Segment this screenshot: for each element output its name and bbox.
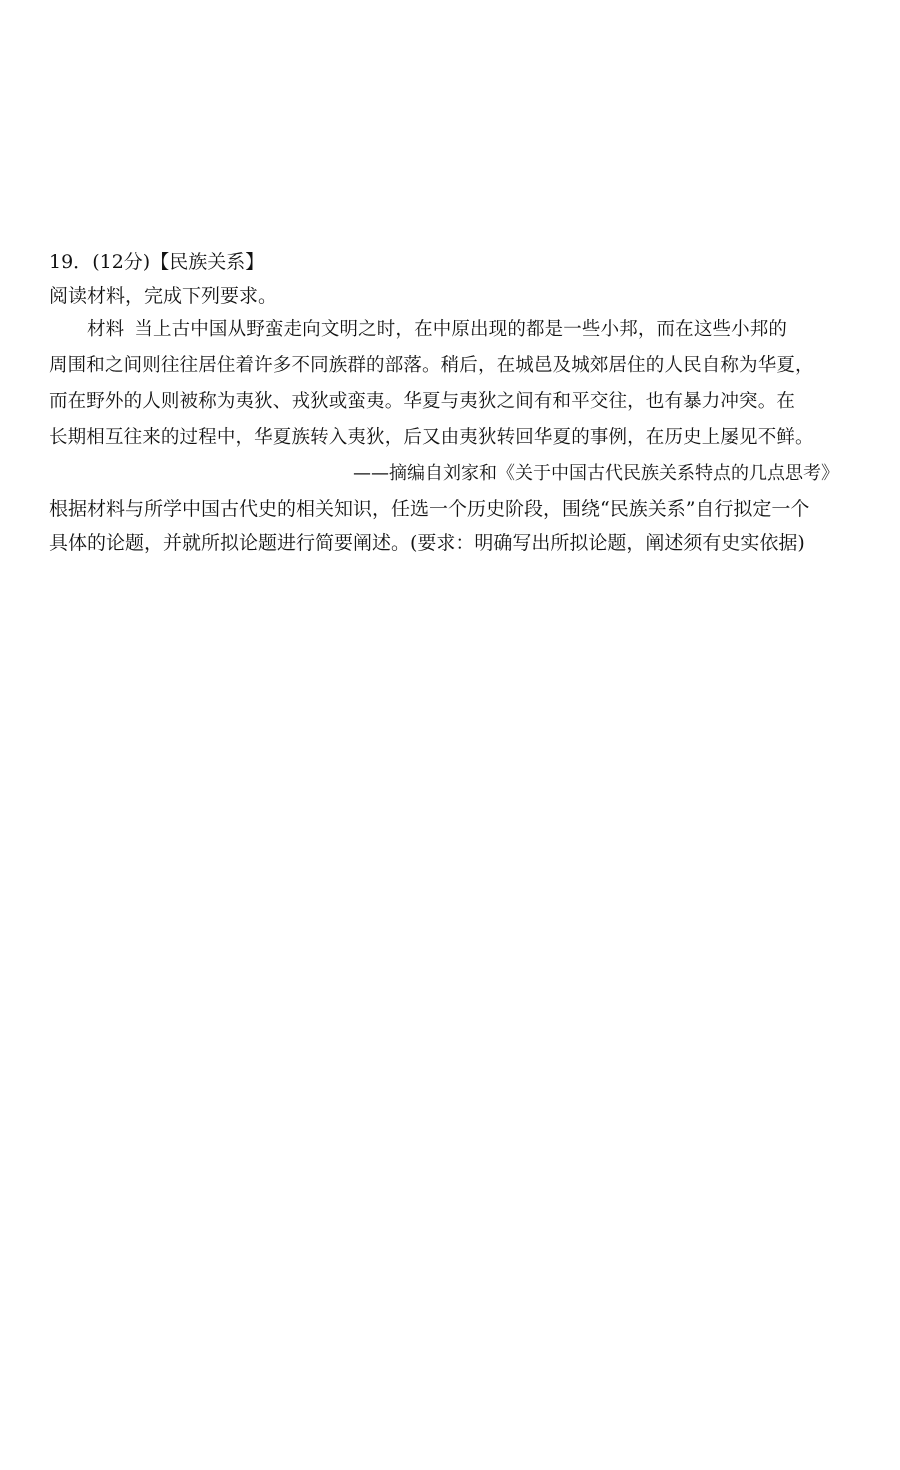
material-line-4: 长期相互往来的过程中，华夏族转入夷狄，后又由夷狄转回华夏的事例，在历史上屡见不鲜。 bbox=[49, 427, 814, 448]
question-header bbox=[49, 252, 849, 272]
task-line-1: 根据材料与所学中国古代史的相关知识，任选一个历史阶段，围绕“民族关系”自行拟定一个 bbox=[49, 498, 810, 520]
question-points: (12分) bbox=[92, 251, 151, 273]
task-prompt bbox=[49, 499, 849, 553]
material-source: ——摘编自刘家和《关于中国古代民族关系特点的几点思考》 bbox=[353, 463, 839, 484]
material-label: 材料 bbox=[87, 319, 125, 340]
material-line-1 bbox=[49, 320, 849, 340]
question-instruction: 阅读材料，完成下列要求。 bbox=[49, 285, 278, 307]
material-passage bbox=[49, 320, 849, 448]
question-number: 19． bbox=[49, 251, 93, 273]
task-line-2: 具体的论题，并就所拟论题进行简要阐述。(要求：明确写出所拟论题，阐述须有史实依据) bbox=[49, 532, 805, 554]
material-line-2: 周围和之间则往往居住着许多不同族群的部落。稍后，在城邑及城郊居住的人民自称为华夏， bbox=[49, 355, 814, 376]
question-topic: 【民族关系】 bbox=[150, 251, 265, 273]
question-19 bbox=[49, 252, 849, 567]
material-line-1-text: 当上古中国从野蛮走向文明之时，在中原出现的都是一些小邦，而在这些小邦的 bbox=[134, 319, 788, 340]
material-line-3: 而在野外的人则被称为夷狄、戎狄或蛮夷。华夏与夷狄之间有和平交往，也有暴力冲突。在 bbox=[49, 391, 796, 412]
